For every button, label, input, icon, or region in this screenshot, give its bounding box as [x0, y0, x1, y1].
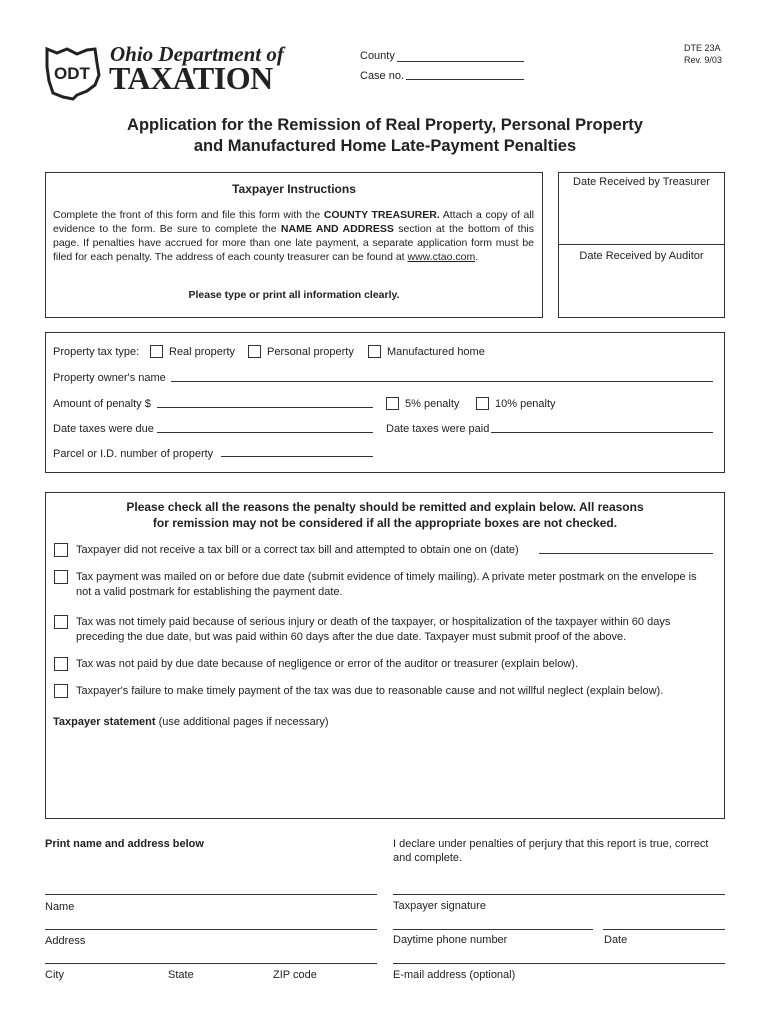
daytime-phone-field[interactable]	[393, 929, 593, 930]
agency-name-line2: TAXATION	[109, 60, 273, 96]
taxpayer-statement-area[interactable]	[52, 734, 718, 812]
ten-percent-penalty-checkbox[interactable]	[476, 397, 489, 410]
reason-injury-text-line2: preceding the due date, but was paid within 60 days after the due date. Taxpayer must submit proof of the above.	[76, 631, 627, 643]
email-address-field[interactable]	[393, 963, 725, 964]
date-received-treasurer-label: Date Received by Treasurer	[573, 176, 710, 188]
reason-mailed-checkbox[interactable]	[54, 570, 68, 584]
reason-no-bill-date-field[interactable]	[539, 553, 713, 554]
reason-reasonable-cause-checkbox[interactable]	[54, 684, 68, 698]
email-address-label: E-mail address (optional)	[393, 969, 516, 981]
ten-percent-penalty-label: 10% penalty	[495, 398, 556, 410]
date-received-auditor-label: Date Received by Auditor	[579, 250, 704, 262]
svg-text:ODT: ODT	[54, 64, 90, 83]
penalty-amount-label: Amount of penalty $	[53, 398, 151, 410]
city-label: City	[45, 969, 64, 981]
penalty-amount-field[interactable]	[157, 407, 373, 408]
perjury-declaration-line1: I declare under penalties of perjury that this report is true, correct	[393, 838, 709, 850]
address-label: Address	[45, 935, 86, 947]
reason-injury-checkbox[interactable]	[54, 615, 68, 629]
name-field[interactable]	[45, 894, 377, 895]
case-number-label: Case no.	[360, 70, 405, 82]
form-revision: Rev. 9/03	[684, 55, 722, 65]
property-tax-type-label: Property tax type:	[53, 346, 140, 358]
personal-property-checkbox[interactable]	[248, 345, 261, 358]
case-number-field[interactable]	[406, 79, 524, 80]
official-use-box	[558, 172, 725, 318]
real-property-label: Real property	[169, 346, 236, 358]
parcel-number-field[interactable]	[221, 456, 373, 457]
reason-mailed-text-line2: not a valid postmark for establishing the payment date.	[76, 586, 343, 598]
state-label: State	[168, 969, 194, 981]
reason-reasonable-cause-text: Taxpayer's failure to make timely payment of the tax was due to reasonable cause and not willful neglect (explain below).	[76, 685, 664, 697]
reason-mailed-text-line1: Tax payment was mailed on or before due date (submit evidence of timely mailing). A private meter postmark on the envelope is	[76, 571, 697, 583]
instructions-text: Complete the front of this form and file this form with the COUNTY TREASURER. Attach a copy of all evidence to the form. Be sure to complete the NAME AND ADDRESS section at the bottom of this page. If penalties have accrued for more than one late payment, a separate application form must be filed for each penalty. The address of each county treasurer can be found at www.ctao.com.	[53, 209, 534, 263]
owner-name-field[interactable]	[171, 381, 713, 382]
print-name-address-label: Print name and address below	[45, 838, 204, 850]
date-taxes-due-label: Date taxes were due	[53, 423, 154, 435]
city-state-zip-field[interactable]	[45, 963, 377, 964]
date-taxes-due-field[interactable]	[157, 432, 373, 433]
instructions-footer: Please type or print all information clearly.	[188, 289, 400, 301]
manufactured-home-label: Manufactured home	[387, 346, 485, 358]
instructions-heading: Taxpayer Instructions	[232, 182, 356, 196]
address-field[interactable]	[45, 929, 377, 930]
date-taxes-paid-field[interactable]	[491, 432, 713, 433]
taxpayer-statement-label: Taxpayer statement (use additional pages if necessary)	[53, 716, 329, 728]
owner-name-label: Property owner's name	[53, 372, 166, 384]
form-id: DTE 23A	[684, 43, 721, 53]
form-title-line2: and Manufactured Home Late-Payment Penalties	[193, 137, 577, 155]
parcel-number-label: Parcel or I.D. number of property	[53, 448, 214, 460]
date-label: Date	[604, 934, 628, 946]
reason-no-bill-checkbox[interactable]	[54, 543, 68, 557]
name-label: Name	[45, 901, 75, 913]
official-use-divider	[558, 244, 725, 245]
taxpayer-signature-label: Taxpayer signature	[393, 900, 486, 912]
zip-code-label: ZIP code	[273, 969, 317, 981]
reason-negligence-text: Tax was not paid by due date because of negligence or error of the auditor or treasurer (explain below).	[76, 658, 579, 670]
manufactured-home-checkbox[interactable]	[368, 345, 381, 358]
date-taxes-paid-label: Date taxes were paid	[386, 423, 490, 435]
ohio-state-outline-icon	[43, 45, 105, 101]
five-percent-penalty-checkbox[interactable]	[386, 397, 399, 410]
reason-no-bill-text: Taxpayer did not receive a tax bill or a correct tax bill and attempted to obtain one on (date)	[76, 544, 519, 556]
real-property-checkbox[interactable]	[150, 345, 163, 358]
five-percent-penalty-label: 5% penalty	[405, 398, 460, 410]
reason-negligence-checkbox[interactable]	[54, 657, 68, 671]
reasons-heading-line1: Please check all the reasons the penalty should be remitted and explain below. All reasons	[126, 500, 644, 514]
reason-injury-text-line1: Tax was not timely paid because of serious injury or death of the taxpayer, or hospitalization of the taxpayer within 60 days	[76, 616, 671, 628]
perjury-declaration-line2: and complete.	[393, 852, 463, 864]
personal-property-label: Personal property	[267, 346, 354, 358]
reasons-heading-line2: for remission may not be considered if all the appropriate boxes are not checked.	[152, 516, 618, 530]
county-label: County	[360, 50, 395, 62]
county-field[interactable]	[397, 61, 524, 62]
taxpayer-signature-field[interactable]	[393, 894, 725, 895]
ctao-link[interactable]: www.ctao.com	[407, 251, 476, 263]
date-field[interactable]	[603, 929, 725, 930]
daytime-phone-label: Daytime phone number	[393, 934, 508, 946]
form-title-line1: Application for the Remission of Real Property, Personal Property	[127, 116, 643, 134]
agency-name-line1: Ohio Department of	[110, 42, 284, 66]
